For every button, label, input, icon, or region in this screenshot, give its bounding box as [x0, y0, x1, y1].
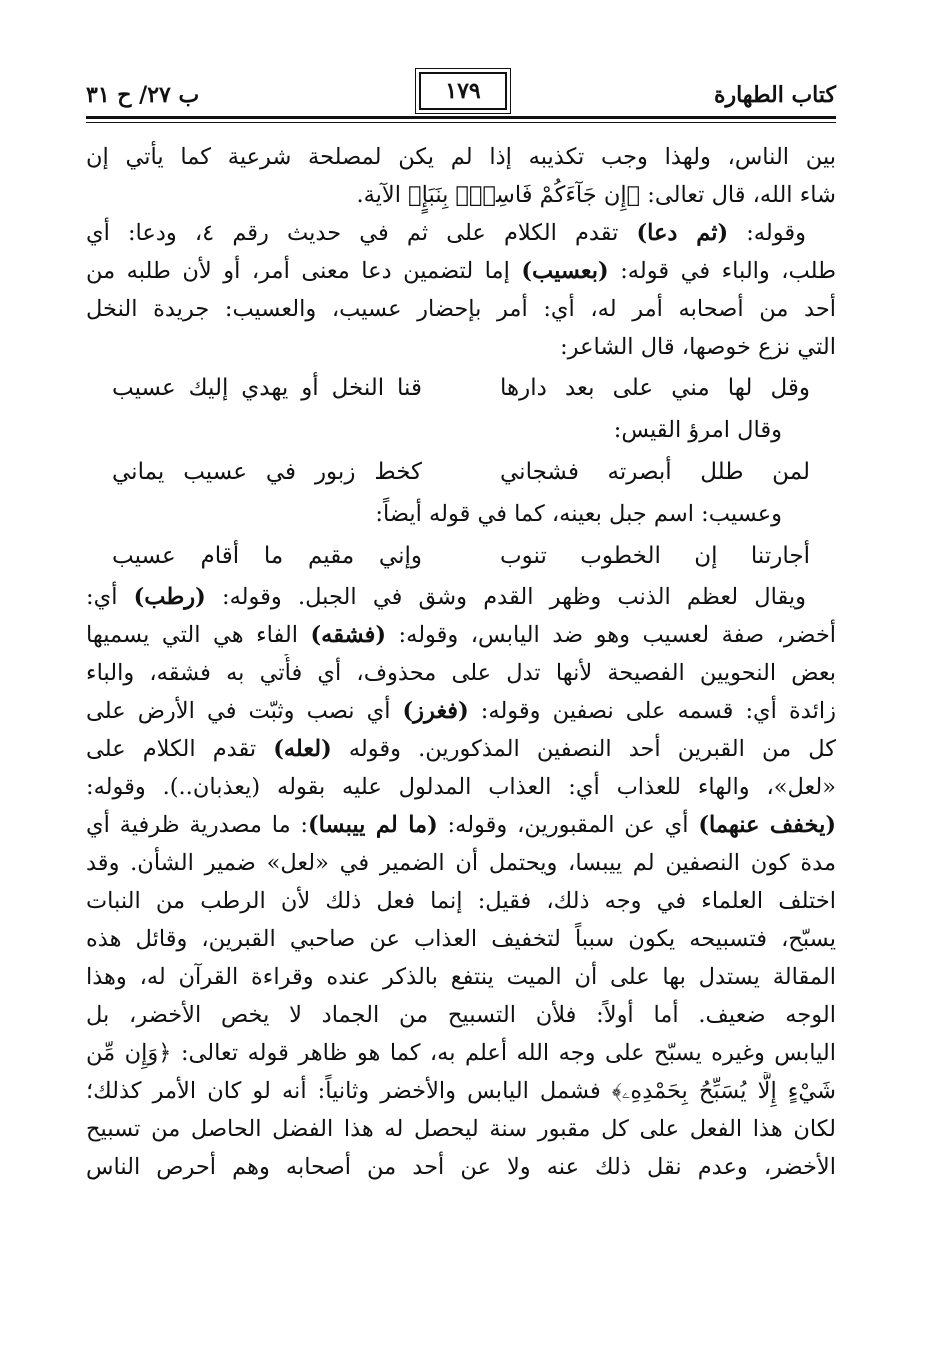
header-rule-thin — [86, 122, 836, 123]
bold-term: (يخفف عنهما) — [698, 812, 836, 838]
text-line: الأخضر، وعدم نقل ذلك عنه ولا عن أحد من أصحابه وهم أحرص الناس — [86, 1154, 836, 1180]
text-line: الوجه ضعيف. أما أولاً: فلأن التسبيح من الجماد لا يخص الأخضر، بل — [86, 1002, 836, 1028]
page-number-box — [419, 72, 507, 110]
poet-attribution: وقال امرؤ القيس: — [613, 417, 782, 443]
verse-second-hemistich: وإني مقيم ما أقام عسيب — [112, 543, 422, 569]
text-line: أحد من أصحابه أمر له، أي: أمر بإحضار عسيب، والعسيب: جريدة النخل — [86, 296, 836, 322]
text-line: لكان هذا الفعل على كل مقبور سنة ليحصل له هذا الفضل الحاصل من تسبيح — [86, 1116, 836, 1142]
text-line: شاء الله، قال تعالى: ﴿إِن جَآءَكُمْ فَاسِقُۢ بِنَبَإٍ﴾ الآية. — [356, 182, 836, 208]
bold-term: (فغرز) — [402, 698, 469, 724]
poetry-verse — [86, 534, 836, 578]
verse-first-hemistich: وقل لها مني على بعد دارها — [500, 375, 810, 401]
verse-first-hemistich: لمن طلل أبصرته فشجاني — [500, 459, 810, 485]
text-line: اليابس وغيره يسبّح على وجه الله أعلم به، كما هو ظاهر قوله تعالى: ﴿وَإِن مِّن — [86, 1040, 836, 1066]
verse-second-hemistich: قنا النخل أو يهدي إليك عسيب — [112, 375, 422, 401]
bold-term: (ما لم ييبسا) — [308, 812, 438, 838]
page-header — [86, 70, 836, 118]
text-line: كل من القبرين أحد النصفين المذكورين. وقوله (لعله) تقدم الكلام على — [86, 736, 836, 762]
page-body — [86, 138, 836, 1186]
text-line: شَيْءٍ إِلَّا يُسَبِّحُ بِحَمْدِهِۦ﴾ فشمل اليابس والأخضر وثانياً: أنه لو كان الأمر كذلك؛ — [86, 1078, 836, 1104]
text-line: المقالة يستدل بها على أن الميت ينتفع بالذكر عنده وقراءة القرآن له، وهذا — [86, 964, 836, 990]
text-line: زائدة أي: قسمه على نصفين وقوله: (فغرز) أي نصب وثبّت في الأرض على — [86, 698, 836, 724]
text-line: يسبّح، فتسبيحه يكون سبباً لتخفيف العذاب عن صاحبي القبرين، وقائل هذه — [86, 926, 836, 952]
book-title: كتاب الطهارة — [713, 82, 836, 108]
poet-attribution: وعسيب: اسم جبل بعينه، كما في قوله أيضاً: — [375, 501, 782, 527]
bold-term: (ثم دعا) — [636, 220, 729, 246]
text-line: مدة كون النصفين لم ييبسا، ويحتمل أن الضمير في «لعل» ضمير الشأن. وقد — [86, 850, 836, 876]
poetry-verse — [86, 450, 836, 494]
poetry-verse — [86, 366, 836, 410]
text-line: ويقال لعظم الذنب وظهر القدم وشق في الجبل. وقوله: (رطب) أي: — [86, 584, 806, 610]
text-line: اختلف العلماء في وجه ذلك، فقيل: إنما فعل ذلك لأن الرطب من النبات — [86, 888, 836, 914]
header-rule-thick — [86, 116, 836, 119]
bold-term: (رطب) — [133, 584, 206, 610]
page-number: ١٧٩ — [445, 78, 481, 104]
text-line: طلب، والباء في قوله: (بعسيب) إما لتضمين دعا معنى أمر، أو لأن طلبه من — [86, 258, 836, 284]
text-line: أخضر، صفة لعسيب وهو ضد اليابس، وقوله: (فشقه) الفاء هي التي يسميها — [86, 622, 836, 648]
bold-term: (بعسيب) — [521, 258, 609, 284]
verse-first-hemistich: أجارتنا إن الخطوب تنوب — [500, 543, 810, 569]
text-line: (يخفف عنهما) أي عن المقبورين، وقوله: (ما لم ييبسا): ما مصدرية ظرفية أي — [86, 812, 836, 838]
text-line: وقوله: (ثم دعا) تقدم الكلام على ثم في حديث رقم ٤، ودعا: أي — [86, 220, 806, 246]
verse-second-hemistich: كخط زبور في عسيب يماني — [112, 459, 422, 485]
bold-term: (لعله) — [273, 736, 332, 762]
bold-term: (فشقه) — [310, 622, 387, 648]
chapter-hadith-reference: ب ٢٧/ ح ٣١ — [86, 82, 200, 108]
text-line: التي نزع خوصها، قال الشاعر: — [560, 334, 836, 360]
text-line: «لعل»، والهاء للعذاب أي: العذاب المدلول عليه بقوله (يعذبان..). وقوله: — [86, 774, 836, 800]
text-line: بعض النحويين الفصيحة لأنها تدل على محذوف، أي فأُتي به فشقه، والباء — [86, 660, 836, 686]
text-line: بين الناس، ولهذا وجب تكذيبه إذا لم يكن لمصلحة شرعية كما يأتي إن — [86, 144, 836, 170]
